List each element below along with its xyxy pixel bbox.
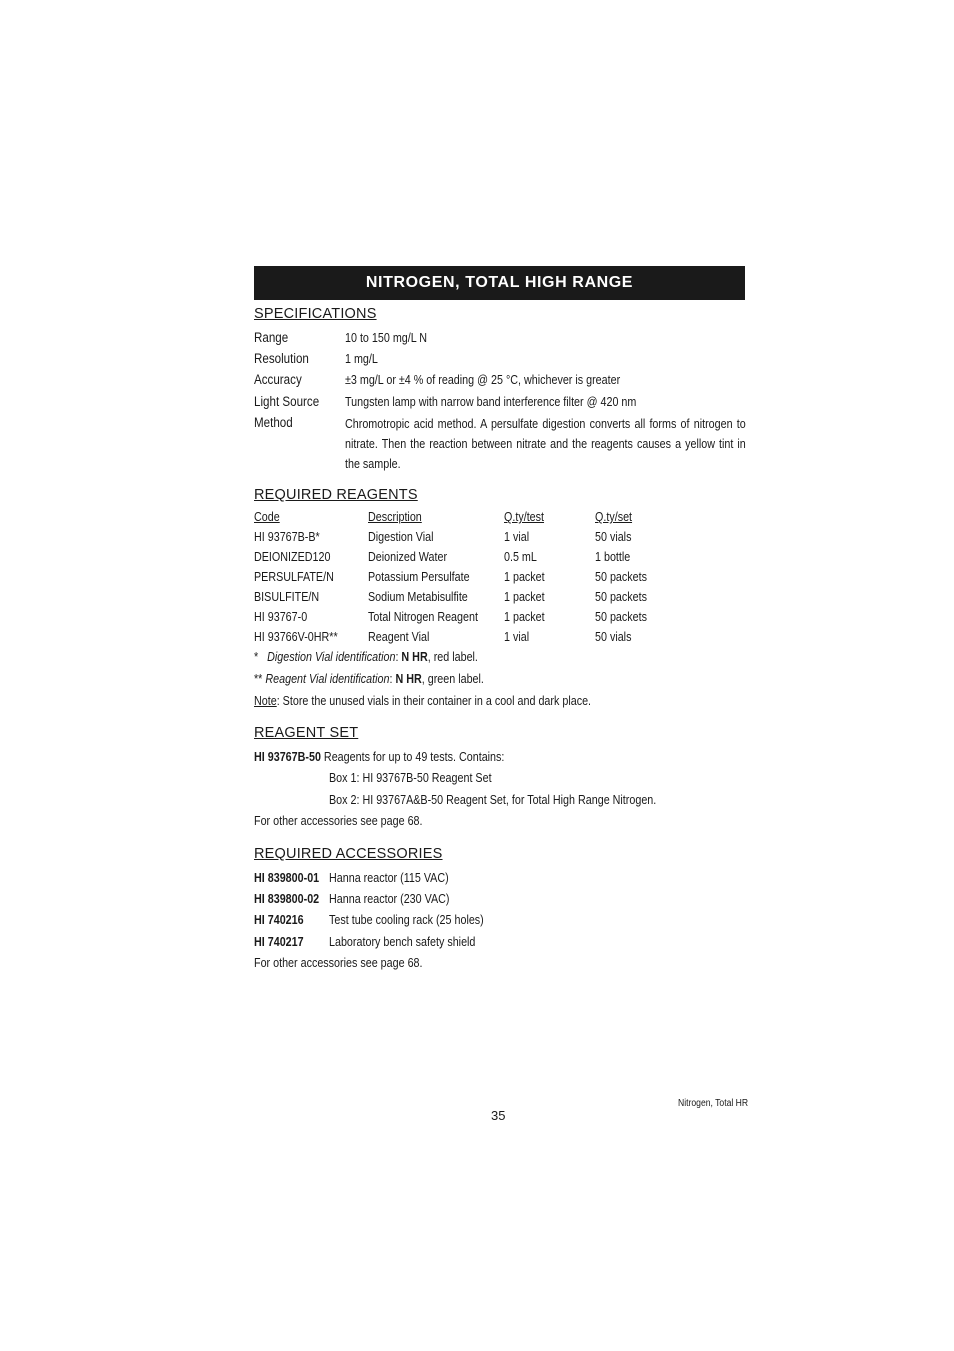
cell-description: Potassium Persulfate: [368, 570, 470, 584]
specifications-heading: SPECIFICATIONS: [254, 306, 377, 322]
cell-code: BISULFITE/N: [254, 590, 320, 604]
cell-code: HI 93766V-0HR**: [254, 630, 338, 644]
accessory-code: HI 740216: [254, 913, 304, 927]
cell-description: Reagent Vial: [368, 630, 430, 644]
col-header-code: Code: [254, 510, 280, 524]
cell-qty-test: 1 packet: [504, 610, 545, 624]
cell-qty-set: 50 packets: [595, 590, 648, 604]
reagent-set-box2: Box 2: HI 93767A&B-50 Reagent Set, for Total High Range Nitrogen.: [329, 793, 657, 807]
footnote-bold: N HR: [395, 672, 422, 686]
footnote-colon: :: [389, 672, 393, 686]
spec-value-method: Chromotropic acid method. A persulfate digestion converts all forms of nitrogen to nitrate. Then the reaction between nitrate and the reagents causes a yellow tint in the sample.: [345, 417, 746, 471]
spec-value-resolution: 1 mg/L: [345, 352, 378, 366]
footnote-rest: , red label.: [427, 650, 478, 664]
cell-qty-set: 50 vials: [595, 630, 632, 644]
accessory-description: Test tube cooling rack (25 holes): [329, 913, 484, 927]
cell-code: HI 93767B-B*: [254, 530, 320, 544]
page-number: 35: [491, 1108, 506, 1123]
cell-description: Deionized Water: [368, 550, 448, 564]
footnote-bold: N HR: [401, 650, 428, 664]
cell-description: Sodium Metabisulfite: [368, 590, 468, 604]
accessories-heading: REQUIRED ACCESSORIES: [254, 846, 443, 862]
reagent-set-code: HI 93767B-50: [254, 750, 321, 764]
note: [254, 694, 591, 708]
footer-label: Nitrogen, Total HR: [678, 1098, 749, 1109]
footnote-italic: Reagent Vial identification: [265, 672, 390, 686]
reagents-heading: REQUIRED REAGENTS: [254, 487, 418, 503]
note-label: Note: [254, 694, 277, 708]
reagent-set-line: [254, 750, 504, 764]
cell-description: Digestion Vial: [368, 530, 434, 544]
note-text: : Store the unused vials in their container in a cool and dark place.: [276, 694, 592, 708]
cell-code: DEIONIZED120: [254, 550, 331, 564]
spec-label-range: Range: [254, 330, 289, 345]
col-header-description: Description: [368, 510, 422, 524]
spec-label-method: Method: [254, 415, 293, 430]
page-title: NITROGEN, TOTAL HIGH RANGE: [254, 266, 745, 300]
accessory-description: Hanna reactor (115 VAC): [329, 871, 449, 885]
footnote-mark: **: [254, 672, 263, 686]
col-header-qty-test: Q.ty/test: [504, 510, 545, 524]
spec-label-accuracy: Accuracy: [254, 372, 302, 387]
cell-qty-set: 50 vials: [595, 530, 632, 544]
footnote-colon: :: [395, 650, 399, 664]
cell-qty-test: 1 vial: [504, 530, 530, 544]
cell-qty-set: 50 packets: [595, 570, 648, 584]
reagent-set-description: Reagents for up to 49 tests. Contains:: [323, 750, 505, 764]
accessory-code: HI 839800-01: [254, 871, 320, 885]
spec-value-accuracy: ±3 mg/L or ±4 % of reading @ 25 °C, whichever is greater: [345, 373, 621, 387]
cell-qty-set: 1 bottle: [595, 550, 631, 564]
cell-qty-set: 50 packets: [595, 610, 648, 624]
accessory-description: Laboratory bench safety shield: [329, 935, 476, 949]
col-header-qty-set: Q.ty/set: [595, 510, 633, 524]
cell-qty-test: 1 packet: [504, 570, 545, 584]
footnote-italic: Digestion Vial identification: [267, 650, 396, 664]
cell-qty-test: 1 vial: [504, 630, 530, 644]
footnote-rest: , green label.: [421, 672, 484, 686]
reagent-set-heading: REAGENT SET: [254, 725, 359, 741]
footnote-digestion-vial: [254, 650, 478, 664]
spec-value-light-source: Tungsten lamp with narrow band interference filter @ 420 nm: [345, 395, 637, 409]
accessory-code: HI 839800-02: [254, 892, 320, 906]
cell-qty-test: 0.5 mL: [504, 550, 537, 564]
cell-qty-test: 1 packet: [504, 590, 545, 604]
accessories-other: For other accessories see page 68.: [254, 956, 423, 970]
reagent-set-box1: Box 1: HI 93767B-50 Reagent Set: [329, 771, 492, 785]
cell-description: Total Nitrogen Reagent: [368, 610, 478, 624]
footnote-mark: *: [254, 650, 259, 664]
footnote-reagent-vial: [254, 672, 484, 686]
spec-label-resolution: Resolution: [254, 351, 309, 366]
spec-label-light-source: Light Source: [254, 394, 320, 409]
cell-code: PERSULFATE/N: [254, 570, 334, 584]
accessory-code: HI 740217: [254, 935, 304, 949]
reagent-set-other: For other accessories see page 68.: [254, 814, 423, 828]
accessory-description: Hanna reactor (230 VAC): [329, 892, 450, 906]
cell-code: HI 93767-0: [254, 610, 308, 624]
spec-value-range: 10 to 150 mg/L N: [345, 331, 428, 345]
